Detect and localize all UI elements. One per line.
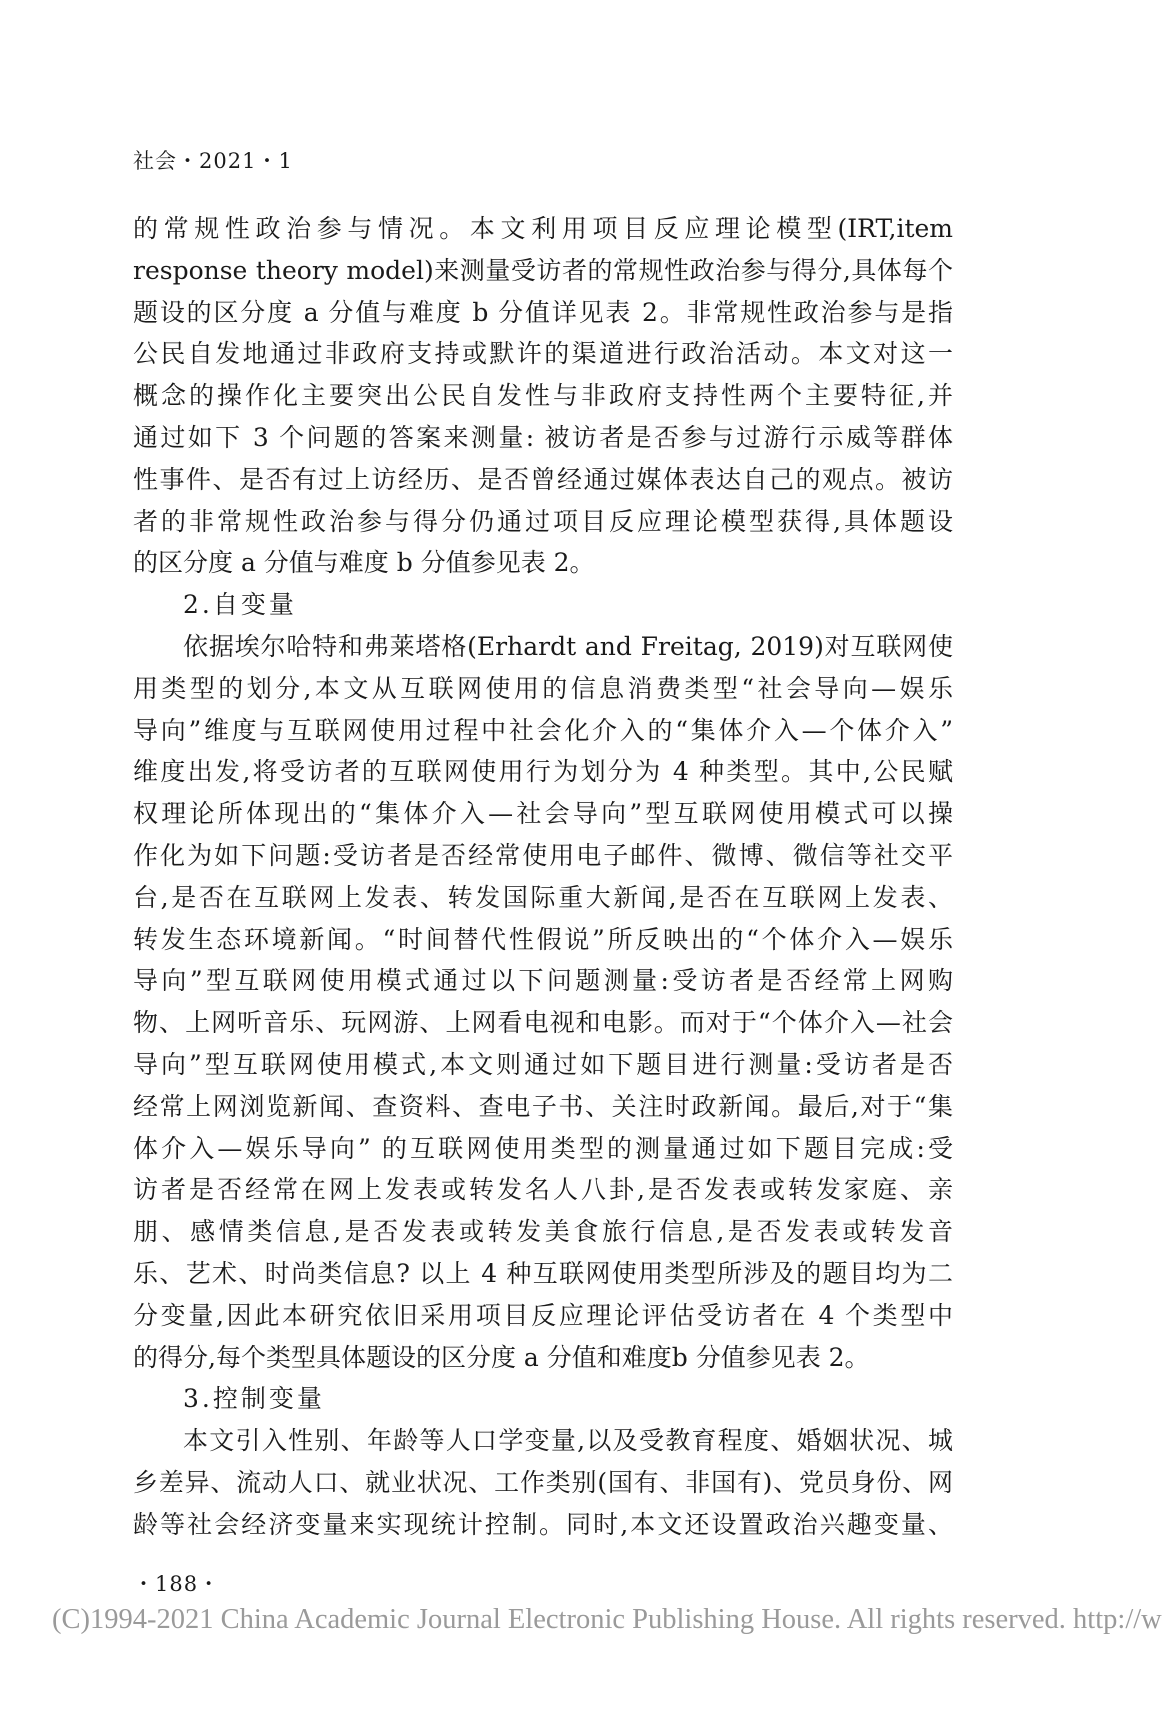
text-line: 用类型的划分,本文从互联网使用的信息消费类型“社会导向—娱乐 bbox=[133, 673, 953, 703]
page-number: ・188・ bbox=[133, 1572, 221, 1596]
text-line: 分变量,因此本研究依旧采用项目反应理论评估受访者在 4 个类型中 bbox=[133, 1300, 953, 1330]
section-heading: 2.自变量 bbox=[183, 590, 297, 620]
text-line: 乐、艺术、时尚类信息? 以上 4 种互联网使用类型所涉及的题目均为二 bbox=[133, 1258, 953, 1288]
text-line: 导向”维度与互联网使用过程中社会化介入的“集体介入—个体介入” bbox=[133, 715, 953, 745]
text-line: 者的非常规性政治参与得分仍通过项目反应理论模型获得,具体题设 bbox=[133, 506, 953, 536]
copyright-footer: (C)1994-2021 China Academic Journal Electronic Publishing House. All rights reserved. http://w bbox=[52, 1604, 1162, 1635]
text-line: 体介入—娱乐导向” 的互联网使用类型的测量通过如下题目完成:受 bbox=[133, 1133, 953, 1163]
section-heading: 3.控制变量 bbox=[183, 1384, 325, 1414]
text-line: 访者是否经常在网上发表或转发名人八卦,是否发表或转发家庭、亲 bbox=[133, 1175, 953, 1205]
text-line: 台,是否在互联网上发表、转发国际重大新闻,是否在互联网上发表、 bbox=[133, 882, 953, 912]
text-line: response theory model)来测量受访者的常规性政治参与得分,具体每个 bbox=[133, 255, 953, 285]
text-line: 本文引入性别、年龄等人口学变量,以及受教育程度、婚姻状况、城 bbox=[183, 1426, 953, 1456]
text-line: 经常上网浏览新闻、查资料、查电子书、关注时政新闻。最后,对于“集 bbox=[133, 1091, 953, 1121]
text-line: 朋、感情类信息,是否发表或转发美食旅行信息,是否发表或转发音 bbox=[133, 1217, 953, 1247]
text-line: 的常规性政治参与情况。本文利用项目反应理论模型(IRT,item bbox=[133, 214, 953, 243]
text-line: 维度出发,将受访者的互联网使用行为划分为 4 种类型。其中,公民赋 bbox=[133, 757, 953, 787]
body-text bbox=[133, 208, 953, 1546]
text-line: 题设的区分度 a 分值与难度 b 分值详见表 2。非常规性政治参与是指 bbox=[133, 297, 953, 327]
text-line: 依据埃尔哈特和弗莱塔格(Erhardt and Freitag, 2019)对互联网使 bbox=[183, 631, 953, 661]
text-line: 物、上网听音乐、玩网游、上网看电视和电影。而对于“个体介入—社会 bbox=[133, 1008, 953, 1038]
text-line: 转发生态环境新闻。“时间替代性假说”所反映出的“个体介入—娱乐 bbox=[133, 924, 953, 954]
text-line: 的区分度 a 分值与难度 b 分值参见表 2。 bbox=[133, 548, 595, 578]
text-line: 概念的操作化主要突出公民自发性与非政府支持性两个主要特征,并 bbox=[133, 381, 953, 411]
text-line: 龄等社会经济变量来实现统计控制。同时,本文还设置政治兴趣变量、 bbox=[133, 1509, 953, 1539]
text-line: 导向”型互联网使用模式通过以下问题测量:受访者是否经常上网购 bbox=[133, 966, 953, 996]
text-line: 权理论所体现出的“集体介入—社会导向”型互联网使用模式可以操 bbox=[133, 799, 953, 829]
text-line: 的得分,每个类型具体题设的区分度 a 分值和难度b 分值参见表 2。 bbox=[133, 1342, 870, 1372]
text-line: 导向”型互联网使用模式,本文则通过如下题目进行测量:受访者是否 bbox=[133, 1049, 953, 1079]
running-head: 社会・2021・1 bbox=[133, 149, 293, 173]
text-line: 性事件、是否有过上访经历、是否曾经通过媒体表达自己的观点。被访 bbox=[133, 464, 953, 494]
text-line: 公民自发地通过非政府支持或默许的渠道进行政治活动。本文对这一 bbox=[133, 339, 953, 369]
text-line: 作化为如下问题:受访者是否经常使用电子邮件、微博、微信等社交平 bbox=[133, 840, 953, 870]
text-line: 乡差异、流动人口、就业状况、工作类别(国有、非国有)、党员身份、网 bbox=[133, 1467, 953, 1497]
text-line: 通过如下 3 个问题的答案来测量: 被访者是否参与过游行示威等群体 bbox=[133, 422, 953, 452]
